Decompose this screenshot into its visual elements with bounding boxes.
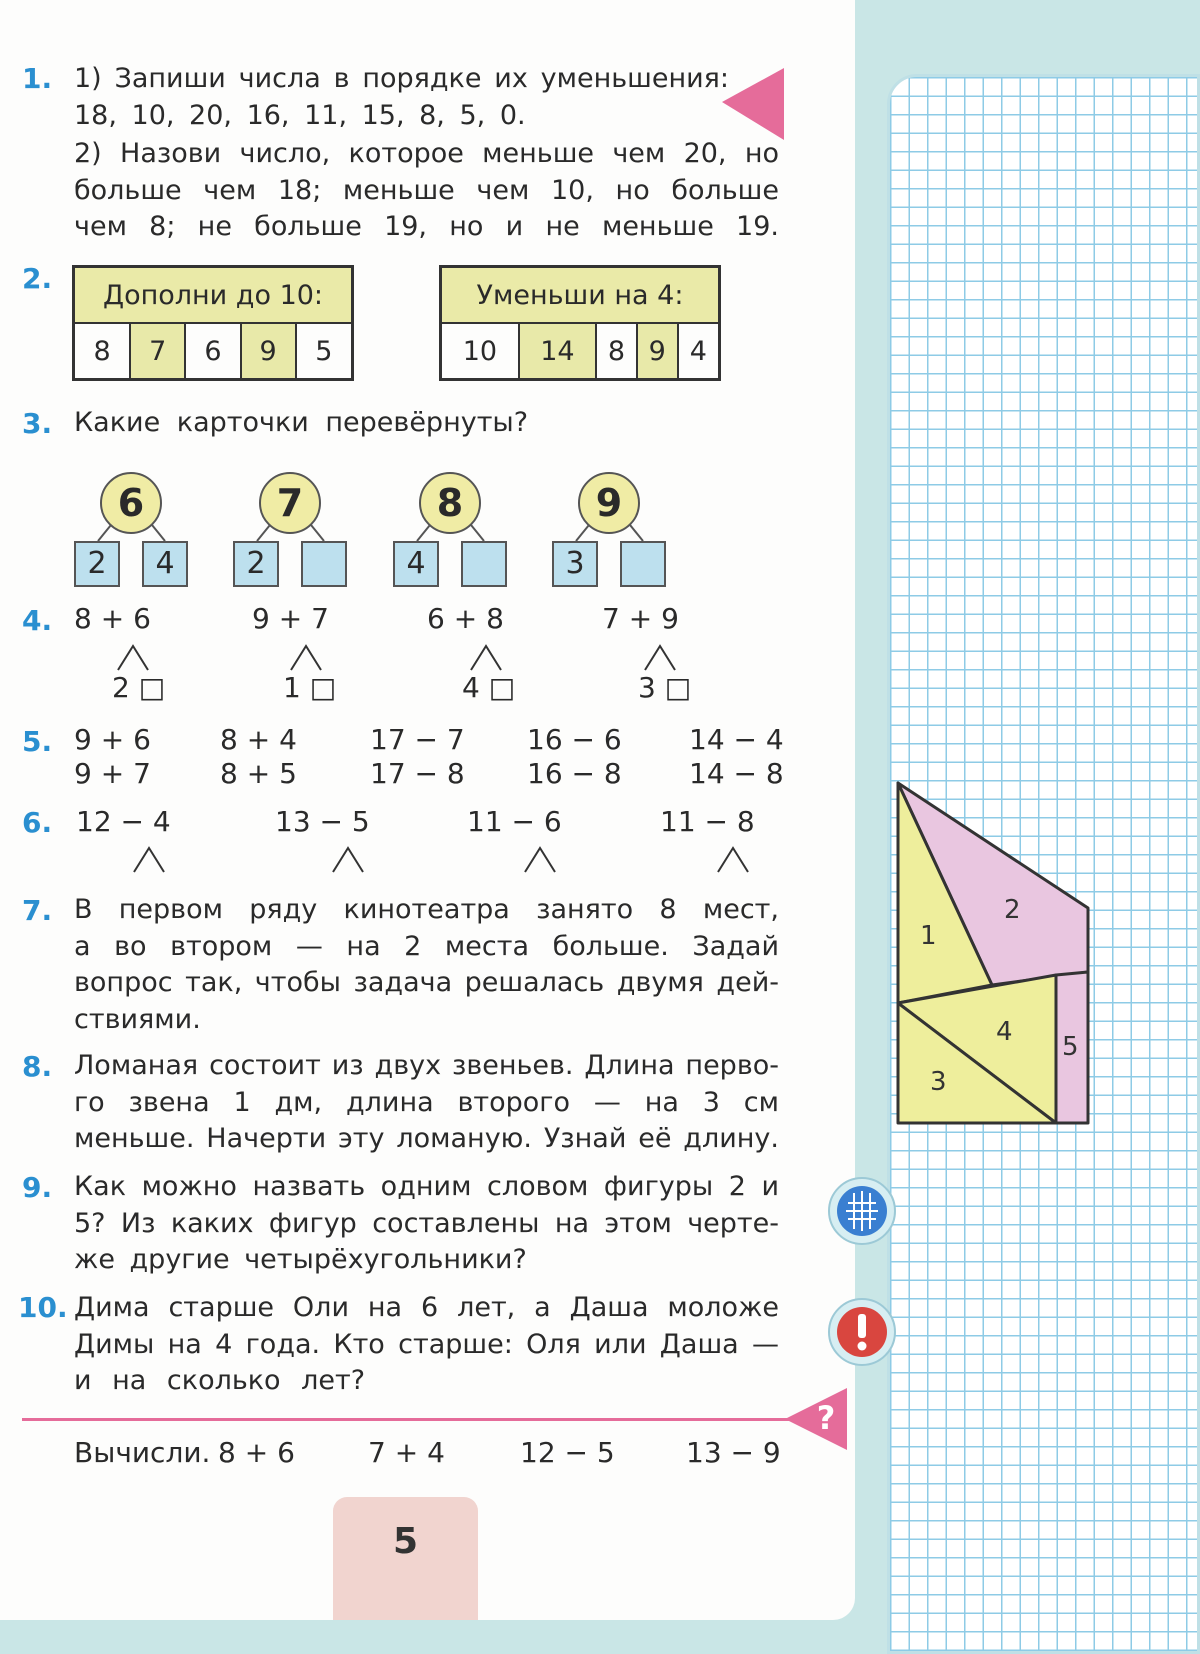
task-8-line: Ломаная состоит из двух звеньев. Длина перво- (74, 1050, 779, 1081)
table-cell: 7 (130, 323, 185, 380)
shape-label: 3 (930, 1067, 947, 1097)
card: 4 (142, 541, 188, 587)
expression: 6 + 8 (427, 602, 504, 635)
task-1-number: 1. (22, 62, 53, 95)
table-header: Дополни до 10: (74, 267, 353, 324)
expression: 9 + 7 (252, 602, 329, 635)
expression: 8 + 4 (220, 723, 297, 756)
shape-label: 4 (996, 1017, 1013, 1047)
task-3-number: 3. (22, 407, 53, 440)
number-circle: 8 (419, 472, 481, 534)
expression: 9 + 6 (74, 723, 151, 756)
exclamation-icon[interactable] (826, 1296, 898, 1368)
expression: 14 − 4 (689, 723, 784, 756)
shape-label: 2 (1004, 895, 1021, 925)
card: 2 (233, 541, 279, 587)
expression: 8 + 6 (74, 602, 151, 635)
task-1-line: 1) Запиши числа в порядке их уменьшения: (74, 63, 729, 94)
task-7-line: а во втором — на 2 места больше. Задай (74, 930, 779, 962)
expression: 7 + 4 (368, 1436, 445, 1469)
card: 2 (74, 541, 120, 587)
table-cell: 8 (596, 323, 637, 380)
number-circle: 7 (259, 472, 321, 534)
task-8-line: го звена 1 дм, длина второго — на 3 см (74, 1086, 779, 1118)
task-9-line: же другие четырёхугольники? (74, 1244, 527, 1275)
task-9-line: 5? Из каких фигур составлены на этом черте- (74, 1207, 779, 1239)
table-cell: 4 (678, 323, 720, 380)
task-8-line: меньше. Начерти эту ломаную. Узнай её длину. (74, 1123, 779, 1154)
table-cell: 8 (74, 323, 131, 380)
task-1-line: больше чем 18; меньше чем 10, но больше (74, 174, 779, 206)
task-7-line: В первом ряду кинотеатра занято 8 мест, (74, 894, 779, 925)
decomposition: 3 □ (638, 671, 692, 704)
expression: 13 − 5 (275, 805, 370, 838)
question-mark-text: ? (816, 1399, 836, 1437)
task-9-number: 9. (22, 1171, 53, 1204)
expression: 16 − 6 (527, 723, 622, 756)
decomposition: 1 □ (283, 671, 337, 704)
expression: 17 − 8 (370, 757, 465, 790)
expression: 9 + 7 (74, 757, 151, 790)
expression: 7 + 9 (602, 602, 679, 635)
expression: 13 − 9 (686, 1436, 781, 1469)
grid-icon[interactable] (826, 1175, 898, 1247)
task-2-number: 2. (22, 262, 53, 295)
table-cell: 9 (241, 323, 296, 380)
task-9-line: Как можно назвать одним словом фигуры 2 и (74, 1171, 779, 1202)
table-header: Уменьши на 4: (441, 267, 720, 324)
task-5-number: 5. (22, 725, 53, 758)
task-1-line: чем 8; не больше 19, но и не меньше 19. (74, 211, 779, 242)
task-7-line: ствиями. (74, 1003, 201, 1035)
expression: 11 − 6 (467, 805, 562, 838)
task-7-line: вопрос так, чтобы задача решалась двумя дей- (74, 967, 779, 998)
expression: 16 − 8 (527, 757, 622, 790)
expression: 12 − 5 (520, 1436, 615, 1469)
table-cell: 10 (441, 323, 519, 380)
page-number: 5 (392, 1521, 419, 1562)
table-cell: 5 (296, 323, 353, 380)
task-3-text: Какие карточки перевёрнуты? (74, 407, 529, 438)
card: 4 (393, 541, 439, 587)
task-1-line: 18, 10, 20, 16, 11, 15, 8, 5, 0. (74, 99, 526, 131)
task-4-number: 4. (22, 604, 53, 637)
decomposition: 4 □ (462, 671, 516, 704)
number-circle: 9 (578, 472, 640, 534)
number-circle: 6 (100, 472, 162, 534)
compute-label: Вычисли. (74, 1436, 211, 1469)
expression: 11 − 8 (660, 805, 755, 838)
table-cell: 14 (519, 323, 596, 380)
expression: 8 + 6 (218, 1436, 295, 1469)
task-10-line: и на сколько лет? (74, 1365, 366, 1396)
decomposition: 2 □ (112, 671, 166, 704)
expression: 8 + 5 (220, 757, 297, 790)
card: 3 (552, 541, 598, 587)
task-6-number: 6. (22, 806, 53, 839)
shape-label: 5 (1062, 1032, 1079, 1062)
task-8-number: 8. (22, 1050, 53, 1083)
task-10-number: 10. (18, 1291, 68, 1324)
task-1-line: 2) Назови число, которое меньше чем 20, но (74, 138, 779, 169)
task-10-line: Дима старше Оли на 6 лет, а Даша моложе (74, 1292, 779, 1323)
table-cell: 9 (637, 323, 678, 380)
task-7-number: 7. (22, 894, 53, 927)
expression: 17 − 7 (370, 723, 465, 756)
task-10-line: Димы на 4 года. Кто старше: Оля или Даша — (74, 1328, 779, 1360)
expression: 14 − 8 (689, 757, 784, 790)
expression: 12 − 4 (76, 805, 171, 838)
table-cell: 6 (185, 323, 240, 380)
shape-label: 1 (920, 921, 937, 951)
